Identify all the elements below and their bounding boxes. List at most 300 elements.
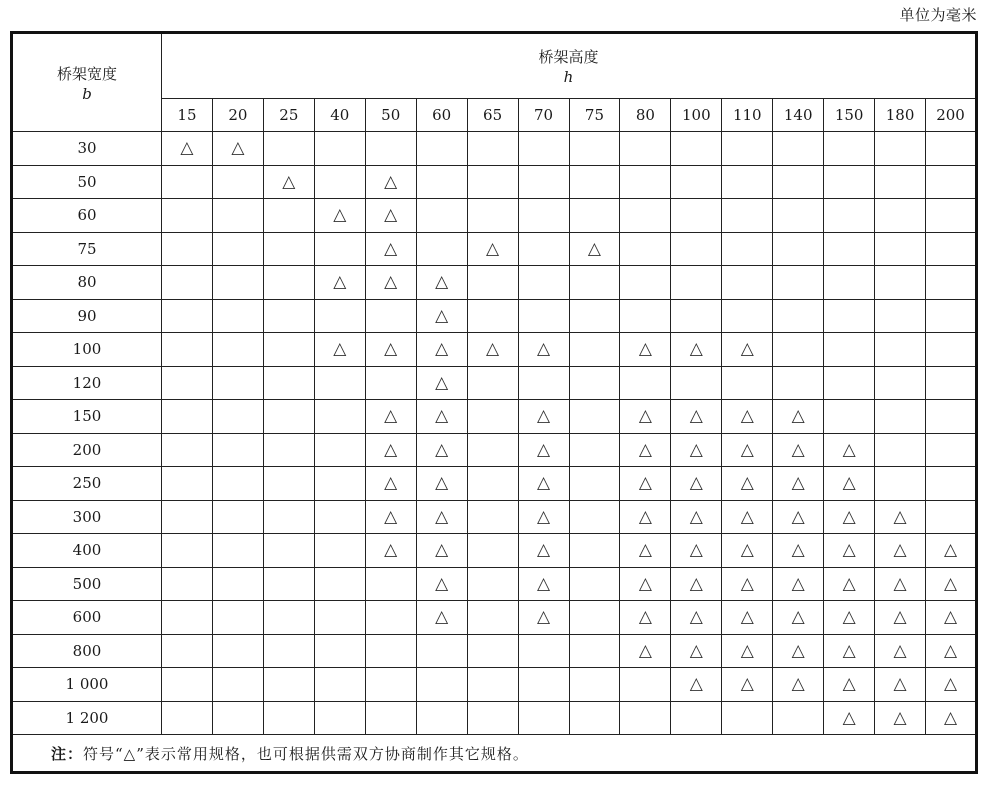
triangle-icon: △ [486, 339, 500, 360]
triangle-icon: △ [842, 540, 856, 561]
triangle-icon: △ [333, 339, 347, 360]
spec-cell [263, 165, 314, 199]
height-header-label: 桥架高度 [538, 48, 599, 66]
triangle-icon: △ [384, 272, 398, 293]
triangle-icon: △ [536, 573, 551, 594]
spec-cell [518, 601, 569, 635]
triangle-icon: △ [536, 406, 551, 427]
spec-cell [365, 567, 416, 601]
spec-cell [620, 333, 671, 367]
spec-cell [314, 634, 365, 668]
table-row [12, 534, 977, 568]
triangle-icon: △ [384, 238, 398, 259]
triangle-icon: △ [791, 540, 805, 561]
spec-cell [824, 534, 875, 568]
spec-cell [314, 567, 365, 601]
spec-cell [416, 467, 467, 501]
spec-cell [875, 567, 926, 601]
spec-cell [926, 467, 977, 501]
height-value-header: 140 [773, 99, 824, 132]
height-value-header: 40 [314, 99, 365, 132]
spec-cell [467, 199, 518, 233]
spec-cell [824, 232, 875, 266]
spec-cell [162, 668, 213, 702]
spec-cell [365, 500, 416, 534]
spec-cell [569, 199, 620, 233]
triangle-icon: △ [435, 607, 449, 628]
spec-cell [824, 467, 875, 501]
spec-cell [416, 701, 467, 735]
spec-cell [722, 333, 773, 367]
spec-cell [314, 534, 365, 568]
spec-cell [263, 232, 314, 266]
spec-cell [620, 567, 671, 601]
triangle-icon: △ [842, 473, 856, 494]
triangle-icon: △ [638, 607, 652, 628]
spec-cell [467, 299, 518, 333]
spec-cell [212, 266, 263, 300]
triangle-icon: △ [791, 473, 805, 494]
spec-cell [518, 668, 569, 702]
spec-cell [365, 299, 416, 333]
spec-cell [569, 299, 620, 333]
width-value: 60 [12, 199, 162, 233]
spec-cell [875, 433, 926, 467]
triangle-icon: △ [384, 439, 398, 460]
spec-cell [518, 366, 569, 400]
spec-cell [365, 333, 416, 367]
spec-cell [671, 701, 722, 735]
spec-cell [926, 232, 977, 266]
height-header-var: h [563, 68, 574, 86]
spec-cell [416, 266, 467, 300]
spec-cell [212, 132, 263, 166]
spec-cell [263, 433, 314, 467]
triangle-icon: △ [180, 138, 194, 159]
spec-cell [773, 534, 824, 568]
spec-cell [722, 634, 773, 668]
spec-cell [569, 132, 620, 166]
table-row [12, 132, 977, 166]
triangle-icon: △ [536, 607, 551, 628]
spec-cell [212, 634, 263, 668]
spec-cell [671, 266, 722, 300]
spec-cell [416, 333, 467, 367]
table-row [12, 567, 977, 601]
spec-cell [722, 668, 773, 702]
triangle-icon: △ [333, 205, 347, 226]
spec-cell [722, 132, 773, 166]
triangle-icon: △ [842, 674, 856, 695]
spec-cell [365, 366, 416, 400]
spec-cell [569, 601, 620, 635]
spec-cell [467, 333, 518, 367]
spec-cell [671, 534, 722, 568]
spec-cell [773, 232, 824, 266]
spec-cell [569, 500, 620, 534]
triangle-icon: △ [638, 506, 652, 527]
spec-cell [875, 668, 926, 702]
spec-cell [569, 701, 620, 735]
spec-cell [416, 165, 467, 199]
spec-cell [620, 299, 671, 333]
spec-cell [569, 333, 620, 367]
spec-cell [773, 567, 824, 601]
spec-cell [263, 668, 314, 702]
spec-cell [162, 165, 213, 199]
spec-cell [671, 333, 722, 367]
spec-cell [875, 366, 926, 400]
triangle-icon: △ [435, 506, 449, 527]
height-value-header: 80 [620, 99, 671, 132]
spec-cell [773, 467, 824, 501]
spec-cell [263, 701, 314, 735]
spec-cell [365, 668, 416, 702]
table-row [12, 467, 977, 501]
spec-cell [314, 299, 365, 333]
triangle-icon: △ [638, 406, 652, 427]
spec-cell [365, 701, 416, 735]
spec-cell [467, 500, 518, 534]
width-value: 250 [12, 467, 162, 501]
spec-cell [671, 299, 722, 333]
spec-cell [875, 467, 926, 501]
spec-cell [722, 400, 773, 434]
height-value-header: 20 [212, 99, 263, 132]
triangle-icon: △ [536, 506, 551, 527]
spec-cell [314, 333, 365, 367]
triangle-icon: △ [943, 640, 958, 661]
spec-cell [162, 500, 213, 534]
spec-cell [824, 299, 875, 333]
spec-cell [569, 668, 620, 702]
spec-cell [263, 601, 314, 635]
spec-cell [212, 299, 263, 333]
spec-cell [416, 567, 467, 601]
spec-cell [926, 634, 977, 668]
width-value: 800 [12, 634, 162, 668]
table-row [12, 165, 977, 199]
spec-cell [671, 668, 722, 702]
width-value: 150 [12, 400, 162, 434]
height-value-header: 70 [518, 99, 569, 132]
spec-cell [263, 400, 314, 434]
spec-cell [162, 467, 213, 501]
spec-cell [671, 467, 722, 501]
spec-cell [824, 266, 875, 300]
triangle-icon: △ [689, 607, 703, 628]
spec-cell [620, 433, 671, 467]
spec-cell [824, 500, 875, 534]
triangle-icon: △ [689, 674, 703, 695]
spec-cell [875, 132, 926, 166]
spec-cell [416, 601, 467, 635]
table-row [12, 366, 977, 400]
height-value-header: 150 [824, 99, 875, 132]
triangle-icon: △ [384, 339, 398, 360]
triangle-icon: △ [842, 640, 856, 661]
spec-cell [773, 299, 824, 333]
spec-cell [620, 701, 671, 735]
spec-cell [875, 534, 926, 568]
spec-cell [569, 433, 620, 467]
spec-cell [620, 366, 671, 400]
triangle-icon: △ [282, 171, 296, 192]
spec-cell [314, 668, 365, 702]
spec-cell [773, 601, 824, 635]
spec-cell [365, 232, 416, 266]
triangle-icon: △ [740, 473, 754, 494]
spec-cell [773, 500, 824, 534]
spec-cell [212, 333, 263, 367]
spec-cell [722, 500, 773, 534]
triangle-icon: △ [536, 339, 551, 360]
spec-cell [518, 266, 569, 300]
spec-cell [773, 165, 824, 199]
table-row [12, 433, 977, 467]
spec-cell [162, 266, 213, 300]
spec-cell [926, 433, 977, 467]
spec-cell [365, 634, 416, 668]
spec-cell [263, 567, 314, 601]
width-value: 80 [12, 266, 162, 300]
triangle-icon: △ [842, 707, 856, 728]
spec-cell [263, 199, 314, 233]
spec-cell [569, 165, 620, 199]
spec-cell [212, 500, 263, 534]
triangle-icon: △ [384, 406, 398, 427]
spec-cell [926, 366, 977, 400]
spec-cell [162, 366, 213, 400]
spec-cell [314, 701, 365, 735]
spec-cell [671, 634, 722, 668]
spec-cell [416, 634, 467, 668]
triangle-icon: △ [587, 238, 601, 259]
spec-cell [620, 266, 671, 300]
table-note [12, 735, 977, 773]
spec-cell [365, 534, 416, 568]
spec-cell [518, 333, 569, 367]
spec-cell [926, 668, 977, 702]
spec-cell [875, 165, 926, 199]
spec-cell [620, 467, 671, 501]
spec-cell [824, 668, 875, 702]
spec-cell [824, 567, 875, 601]
triangle-icon: △ [943, 674, 958, 695]
spec-cell [314, 132, 365, 166]
triangle-icon: △ [638, 339, 652, 360]
width-value: 500 [12, 567, 162, 601]
spec-cell [162, 601, 213, 635]
spec-cell [773, 199, 824, 233]
spec-cell [824, 400, 875, 434]
spec-cell [569, 400, 620, 434]
spec-cell [926, 534, 977, 568]
spec-cell [416, 299, 467, 333]
triangle-icon: △ [231, 138, 245, 159]
note-text: 符号“△”表示常用规格，也可根据供需双方协商制作其它规格。 [83, 744, 529, 763]
triangle-icon: △ [638, 573, 652, 594]
triangle-icon: △ [689, 640, 703, 661]
triangle-icon: △ [536, 540, 551, 561]
triangle-icon: △ [791, 506, 805, 527]
width-value: 100 [12, 333, 162, 367]
note-label: 注： [51, 744, 84, 763]
spec-cell [212, 400, 263, 434]
spec-cell [365, 400, 416, 434]
triangle-icon: △ [740, 439, 754, 460]
spec-cell [824, 165, 875, 199]
triangle-icon: △ [638, 540, 652, 561]
spec-cell [926, 266, 977, 300]
table-row [12, 601, 977, 635]
spec-cell [569, 567, 620, 601]
spec-cell [365, 601, 416, 635]
spec-cell [467, 634, 518, 668]
triangle-icon: △ [689, 540, 703, 561]
spec-cell [365, 433, 416, 467]
height-value-header: 100 [671, 99, 722, 132]
spec-cell [518, 567, 569, 601]
spec-body [12, 132, 977, 735]
spec-cell [875, 601, 926, 635]
spec-cell [467, 534, 518, 568]
width-value: 1 200 [12, 701, 162, 735]
triangle-icon: △ [435, 372, 449, 393]
spec-cell [875, 199, 926, 233]
spec-cell [671, 567, 722, 601]
spec-cell [875, 701, 926, 735]
spec-cell [926, 199, 977, 233]
spec-cell [365, 266, 416, 300]
spec-cell [773, 668, 824, 702]
spec-cell [212, 467, 263, 501]
spec-cell [263, 467, 314, 501]
height-value-header: 60 [416, 99, 467, 132]
width-header-var: b [82, 84, 92, 103]
spec-cell [722, 266, 773, 300]
height-value-header: 50 [365, 99, 416, 132]
spec-cell [824, 132, 875, 166]
spec-cell [518, 467, 569, 501]
spec-cell [518, 132, 569, 166]
spec-cell [875, 500, 926, 534]
triangle-icon: △ [435, 406, 449, 427]
spec-cell [212, 668, 263, 702]
table-row [12, 333, 977, 367]
spec-cell [620, 634, 671, 668]
triangle-icon: △ [893, 607, 907, 628]
width-value: 90 [12, 299, 162, 333]
spec-cell [620, 199, 671, 233]
spec-cell [773, 366, 824, 400]
spec-cell [773, 266, 824, 300]
triangle-icon: △ [638, 640, 652, 661]
triangle-icon: △ [893, 506, 907, 527]
spec-cell [722, 199, 773, 233]
spec-cell [212, 567, 263, 601]
spec-cell [467, 232, 518, 266]
spec-cell [162, 132, 213, 166]
triangle-icon: △ [536, 473, 551, 494]
spec-cell [620, 165, 671, 199]
height-value-header: 65 [467, 99, 518, 132]
spec-cell [416, 534, 467, 568]
spec-cell [926, 567, 977, 601]
triangle-icon: △ [689, 406, 703, 427]
spec-cell [518, 199, 569, 233]
triangle-icon: △ [893, 707, 907, 728]
spec-cell [416, 232, 467, 266]
spec-cell [569, 534, 620, 568]
triangle-icon: △ [740, 540, 754, 561]
spec-cell [314, 232, 365, 266]
table-row [12, 500, 977, 534]
triangle-icon: △ [943, 607, 958, 628]
triangle-icon: △ [740, 674, 754, 695]
spec-cell [569, 634, 620, 668]
spec-cell [416, 500, 467, 534]
spec-cell [569, 467, 620, 501]
spec-cell [569, 366, 620, 400]
spec-cell [824, 701, 875, 735]
spec-cell [162, 232, 213, 266]
spec-cell [875, 333, 926, 367]
spec-cell [518, 634, 569, 668]
spec-cell [518, 400, 569, 434]
triangle-icon: △ [791, 406, 805, 427]
spec-cell [926, 132, 977, 166]
triangle-icon: △ [740, 339, 754, 360]
height-value-header: 15 [162, 99, 213, 132]
spec-cell [314, 266, 365, 300]
spec-cell [263, 299, 314, 333]
spec-cell [212, 534, 263, 568]
spec-cell [416, 199, 467, 233]
table-row [12, 668, 977, 702]
triangle-icon: △ [689, 473, 703, 494]
triangle-icon: △ [689, 339, 703, 360]
spec-cell [365, 132, 416, 166]
triangle-icon: △ [893, 674, 907, 695]
spec-cell [620, 534, 671, 568]
spec-cell [416, 132, 467, 166]
spec-cell [875, 299, 926, 333]
spec-cell [263, 534, 314, 568]
spec-cell [416, 433, 467, 467]
spec-cell [365, 165, 416, 199]
spec-cell [162, 433, 213, 467]
spec-cell [671, 199, 722, 233]
spec-cell [467, 668, 518, 702]
spec-cell [263, 634, 314, 668]
triangle-icon: △ [384, 205, 398, 226]
spec-cell [518, 232, 569, 266]
triangle-icon: △ [435, 473, 449, 494]
height-header [162, 33, 977, 99]
table-row [12, 701, 977, 735]
triangle-icon: △ [893, 540, 907, 561]
spec-cell [722, 232, 773, 266]
spec-cell [824, 199, 875, 233]
spec-cell [162, 299, 213, 333]
spec-cell [722, 601, 773, 635]
spec-cell [773, 132, 824, 166]
table-row [12, 266, 977, 300]
triangle-icon: △ [435, 540, 449, 561]
triangle-icon: △ [638, 439, 652, 460]
triangle-icon: △ [638, 473, 652, 494]
